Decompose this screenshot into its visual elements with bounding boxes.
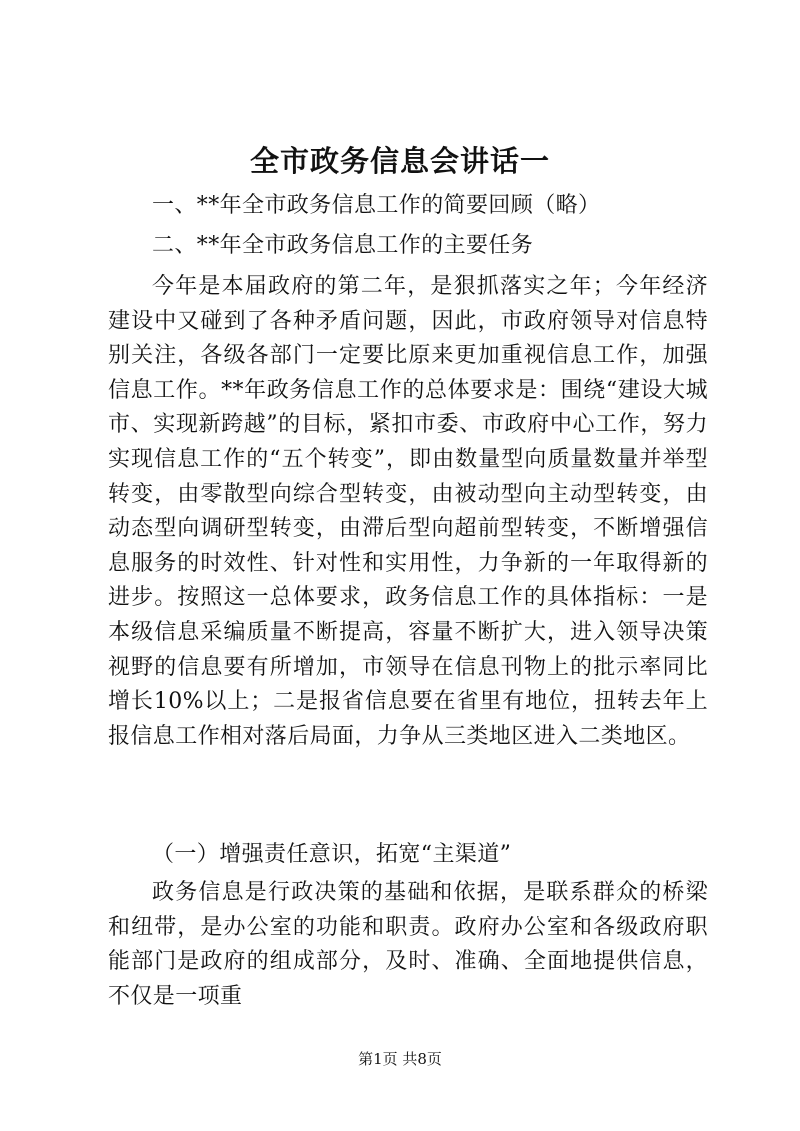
paragraph-role: 政务信息是行政决策的基础和依据，是联系群众的桥梁和纽带，是办公室的功能和职责。政府办公室和各级政府职能部门是政府的组成部分，及时、准确、全面地提供信息，不仅是一项重 — [108, 880, 708, 1009]
section-heading-review: 一、**年全市政务信息工作的简要回顾（略） — [152, 193, 601, 218]
document-title: 全市政务信息会讲话一 — [249, 144, 550, 178]
paragraph-overview: 今年是本届政府的第二年，是狠抓落实之年；今年经济建设中又碰到了各种矛盾问题，因此，市政府领导对信息特别关注，各级各部门一定要比原来更加重视信息工作，加强信息工作。**年政务信息工作的总体要求是：围绕“建设大城市、实现新跨越”的目标，紧扣市委、市政府中心工作，努力实现信息工作的“五个转变”，即由数量型向质量数量并举型转变，由零散型向综合型转变，由被动型向主动型转变，由动态型向调研型转变，由滞后型向超前型转变，不断增强信息服务的时效性、针对性和实用性，力争新的一年取得新的进步。按照这一总体要求，政务信息工作的具体指标：一是本级信息采编质量不断提高，容量不断扩大，进入领导决策视野的信息要有所增加，市领导在信息刊物上的批示率同比增长10%以上；二是报省信息要在省里有地位，扭转去年上报信息工作相对落后局面，力争从三类地区进入二类地区。 — [108, 274, 708, 749]
section-heading-tasks: 二、**年全市政务信息工作的主要任务 — [152, 233, 534, 258]
subheading-responsibility: （一）增强责任意识，拓宽“主渠道” — [152, 842, 512, 867]
page-number-footer: 第1页 共8页 — [358, 1050, 442, 1068]
